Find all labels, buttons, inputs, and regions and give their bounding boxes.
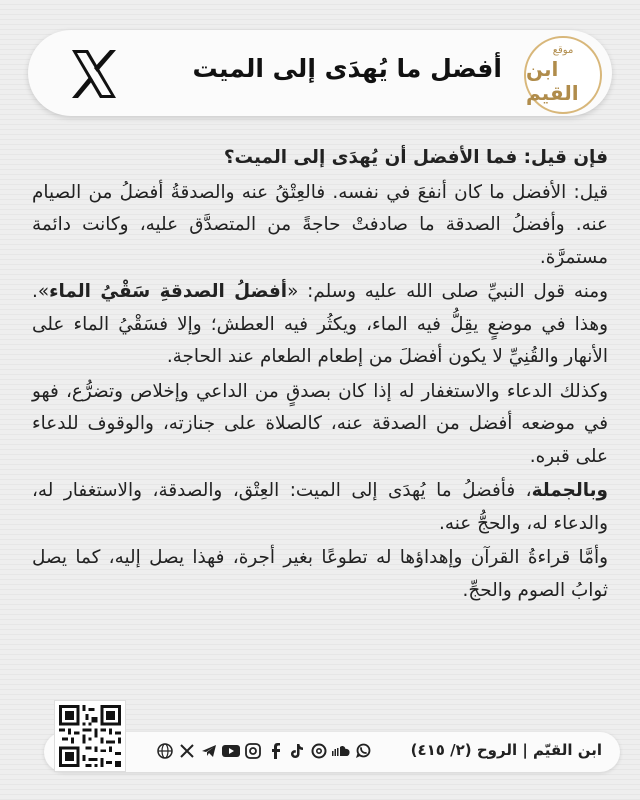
- telegram-icon[interactable]: [200, 742, 218, 760]
- x-icon[interactable]: [178, 742, 196, 760]
- header-bar: [28, 30, 612, 116]
- article-body: [32, 142, 608, 609]
- paragraph-1: قيل: الأفضل ما كان أنفعَ في نفسه. فالعِتْقُ عنه والصدقةُ أفضلُ من الصيام عنه. وأفضلُ الصدقة ما صادفتْ حاجةً من المتصدَّق عليه، وكانت دائمة مستمرَّة.: [32, 181, 608, 268]
- source-citation: ابن القيّم | الروح (٢/ ٤١٥): [410, 741, 602, 759]
- footer-bar: [44, 732, 620, 772]
- instagram-icon[interactable]: [244, 742, 262, 760]
- page-title: أفضل ما يُهدَى إلى الميت: [192, 54, 502, 83]
- site-logo: [524, 36, 602, 114]
- paragraph-3: وكذلك الدعاء والاستغفار له إذا كان بصدقٍ من الداعي وإخلاص وتضرُّع، فهو في موضعه أفضل من الصدقة عنه، كالصلاة على جنازته، والوقوف للدعاء على قبره.: [32, 380, 608, 467]
- paragraph-5: وأمَّا قراءةُ القرآن وإهداؤها له تطوعًا بغير أجرة، فهذا يصل إليه، كما يصل ثوابُ الصوم والحجِّ.: [32, 547, 608, 601]
- paragraph-2: [32, 276, 608, 374]
- globe-icon[interactable]: [156, 742, 174, 760]
- summary-keyword: وبالجملة: [531, 480, 608, 501]
- whatsapp-icon[interactable]: [354, 742, 372, 760]
- paragraph-4-rest: ، فأفضلُ ما يُهدَى إلى الميت: العِتْق، والصدقة، والاستغفار له، والدعاء له، والحجُّ عنه.: [32, 480, 608, 534]
- logo-small-text: موقع: [552, 45, 574, 56]
- tiktok-icon[interactable]: [288, 742, 306, 760]
- paragraph-2-pre: ومنه قول النبيِّ صلى الله عليه وسلم: «: [287, 281, 608, 302]
- threads-icon[interactable]: [310, 742, 328, 760]
- paragraph-2-post: ». وهذا في موضعٍ يقِلُّ فيه الماء، ويكثُر فيه العطش؛ وإلا فسَقْيُ الماء على الأنهار والقُنِيِّ لا يكون أفضلَ من إطعام الطعام عند الحاجة.: [32, 281, 608, 367]
- hadith-quote: أفضلُ الصدقةِ سَقْيُ الماء: [49, 281, 288, 302]
- logo-main-text: ابن القيم: [526, 57, 579, 105]
- social-icons: [156, 742, 372, 760]
- soundcloud-icon[interactable]: [332, 742, 350, 760]
- paragraph-4: [32, 475, 608, 540]
- youtube-icon[interactable]: [222, 742, 240, 760]
- question-heading: فإن قيل: فما الأفضل أن يُهدَى إلى الميت؟: [223, 147, 608, 168]
- facebook-icon[interactable]: [266, 742, 284, 760]
- x-logo-icon[interactable]: [64, 44, 124, 104]
- qr-code: [54, 700, 126, 772]
